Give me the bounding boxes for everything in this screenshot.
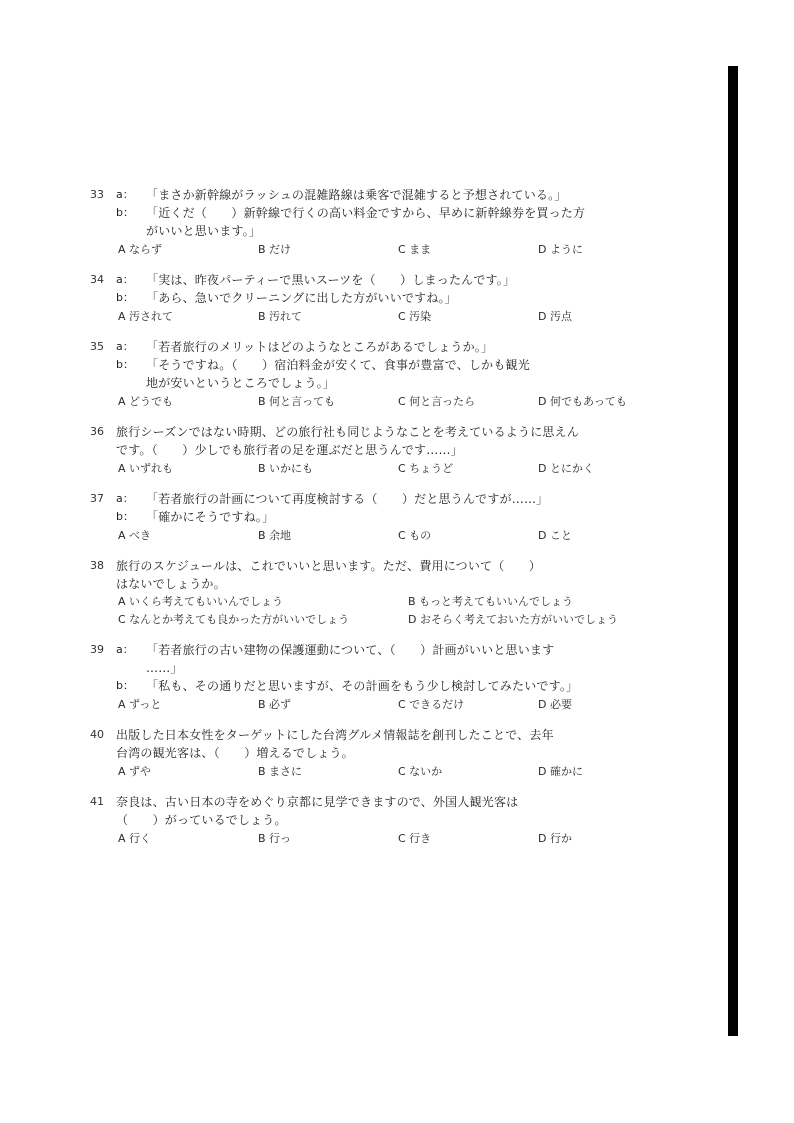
choice-a[interactable]: A べき [118, 529, 152, 542]
question-33 [90, 186, 710, 259]
question-number: 37 [90, 492, 104, 505]
choice-a[interactable]: A ならず [118, 243, 163, 256]
question-text: 旅行シーズンではない時期、どの旅行社も同じようなことを考えているように思えん [116, 425, 580, 439]
speaker-label: a： [116, 643, 134, 656]
question-text: 「私も、その通りだと思いますが、その計画をもう少し検討してみたいです。」 [146, 679, 579, 693]
choice-c[interactable]: C もの [398, 529, 432, 542]
choice-d[interactable]: D 確かに [538, 765, 583, 778]
choice-b[interactable]: B だけ [258, 243, 292, 256]
choice-a[interactable]: A ずっと [118, 698, 162, 711]
question-text: 台湾の観光客は、（ ）増えるでしょう。 [116, 746, 354, 760]
speaker-label: b： [116, 679, 134, 692]
question-number: 35 [90, 340, 104, 353]
choice-c[interactable]: C できるだけ [398, 698, 465, 711]
choice-d[interactable]: D 必要 [538, 698, 572, 711]
choice-c[interactable]: C まま [398, 243, 432, 256]
question-number: 34 [90, 273, 104, 286]
question-text: （ ）がっているでしょう。 [116, 813, 287, 827]
choice-d[interactable]: D こと [538, 529, 572, 542]
question-text: 「若者旅行のメリットはどのようなところがあるでしょうか。」 [146, 340, 494, 354]
speaker-label: b： [116, 358, 134, 371]
question-text: 「そうですね。（ ）宿泊料金が安くて、食事が豊富で、しかも観光 [146, 358, 530, 372]
choice-d[interactable]: D ように [538, 243, 583, 256]
choice-c[interactable]: C 汚染 [398, 310, 432, 323]
speaker-label: b： [116, 206, 134, 219]
choice-b[interactable]: B まさに [258, 765, 303, 778]
choice-c[interactable]: C ないか [398, 765, 443, 778]
choice-b[interactable]: B 汚れて [258, 310, 303, 323]
question-text: 「近くだ（ ）新幹線で行くの高い料金ですから、早めに新幹線券を買った方 [146, 206, 586, 220]
choice-b[interactable]: B 何と言っても [258, 395, 336, 408]
choice-c[interactable]: C ちょうど [398, 462, 454, 475]
question-37 [90, 490, 710, 545]
choice-c[interactable]: C なんとか考えても良かった方がいいでしょう [118, 613, 350, 626]
question-41 [90, 793, 710, 848]
choice-b[interactable]: B いかにも [258, 462, 314, 475]
question-text: 出版した日本女性をターゲットにした台湾グルメ情報誌を創刊したことで、去年 [116, 728, 554, 742]
speaker-label: a： [116, 340, 134, 353]
question-number: 38 [90, 559, 104, 572]
question-36 [90, 423, 710, 478]
question-text: 奈良は、古い日本の寺をめぐり京都に見学できますので、外国人観光客は [116, 795, 519, 809]
speaker-label: a： [116, 492, 134, 505]
question-35 [90, 338, 710, 411]
choice-a[interactable]: A どうでも [118, 395, 174, 408]
choice-a[interactable]: A ずや [118, 765, 152, 778]
choice-a[interactable]: A いくら考えてもいいんでしょう [118, 595, 284, 608]
question-number: 33 [90, 188, 104, 201]
speaker-label: b： [116, 510, 134, 523]
question-39 [90, 641, 710, 714]
question-number: 40 [90, 728, 104, 741]
choice-d[interactable]: D おそらく考えておいた方がいいでしょう [408, 613, 618, 626]
scan-edge-bar [728, 66, 738, 1036]
choice-a[interactable]: A いずれも [118, 462, 174, 475]
question-list [90, 186, 710, 860]
choice-c[interactable]: C 何と言ったら [398, 395, 476, 408]
question-text: 「実は、昨夜パーティーで黒いスーツを（ ）しまったんです。」 [146, 273, 516, 287]
speaker-label: b： [116, 291, 134, 304]
choice-d[interactable]: D とにかく [538, 462, 594, 475]
question-text: 「まさか新幹線がラッシュの混雑路線は乗客で混雑すると予想されている。」 [146, 188, 567, 202]
question-number: 39 [90, 643, 104, 656]
question-number: 36 [90, 425, 104, 438]
choice-b[interactable]: B 余地 [258, 529, 292, 542]
question-text: 旅行のスケジュールは、これでいいと思います。ただ、費用について（ ） [116, 559, 542, 573]
question-text: 「若者旅行の計画について再度検討する（ ）だと思うんですが……」 [146, 492, 549, 506]
question-text: 「あら、急いでクリーニングに出した方がいいですね。」 [146, 291, 457, 305]
choice-c[interactable]: C 行き [398, 832, 432, 845]
question-number: 41 [90, 795, 104, 808]
question-text: 地が安いというところでしょう。」 [146, 376, 336, 390]
speaker-label: a： [116, 273, 134, 286]
question-text: 「若者旅行の古い建物の保護運動について、（ ）計画がいいと思います [146, 643, 555, 657]
speaker-label: a： [116, 188, 134, 201]
choice-b[interactable]: B 必ず [258, 698, 292, 711]
question-text: はないでしょうか。 [116, 577, 226, 591]
question-38 [90, 557, 710, 629]
choice-b[interactable]: B 行っ [258, 832, 292, 845]
choice-d[interactable]: D 何でもあっても [538, 395, 627, 408]
question-40 [90, 726, 710, 781]
choice-b[interactable]: B もっと考えてもいいんでしょう [408, 595, 574, 608]
question-text: です。（ ）少しでも旅行者の足を運ぶだと思うんです……」 [116, 443, 463, 457]
choice-a[interactable]: A 行く [118, 832, 152, 845]
question-text: 「確かにそうですね。」 [146, 510, 275, 524]
question-text: ……」 [146, 661, 183, 675]
choice-d[interactable]: D 汚点 [538, 310, 572, 323]
choice-d[interactable]: D 行か [538, 832, 572, 845]
question-text: がいいと思います。」 [146, 224, 262, 238]
question-34 [90, 271, 710, 326]
choice-a[interactable]: A 汚されて [118, 310, 174, 323]
